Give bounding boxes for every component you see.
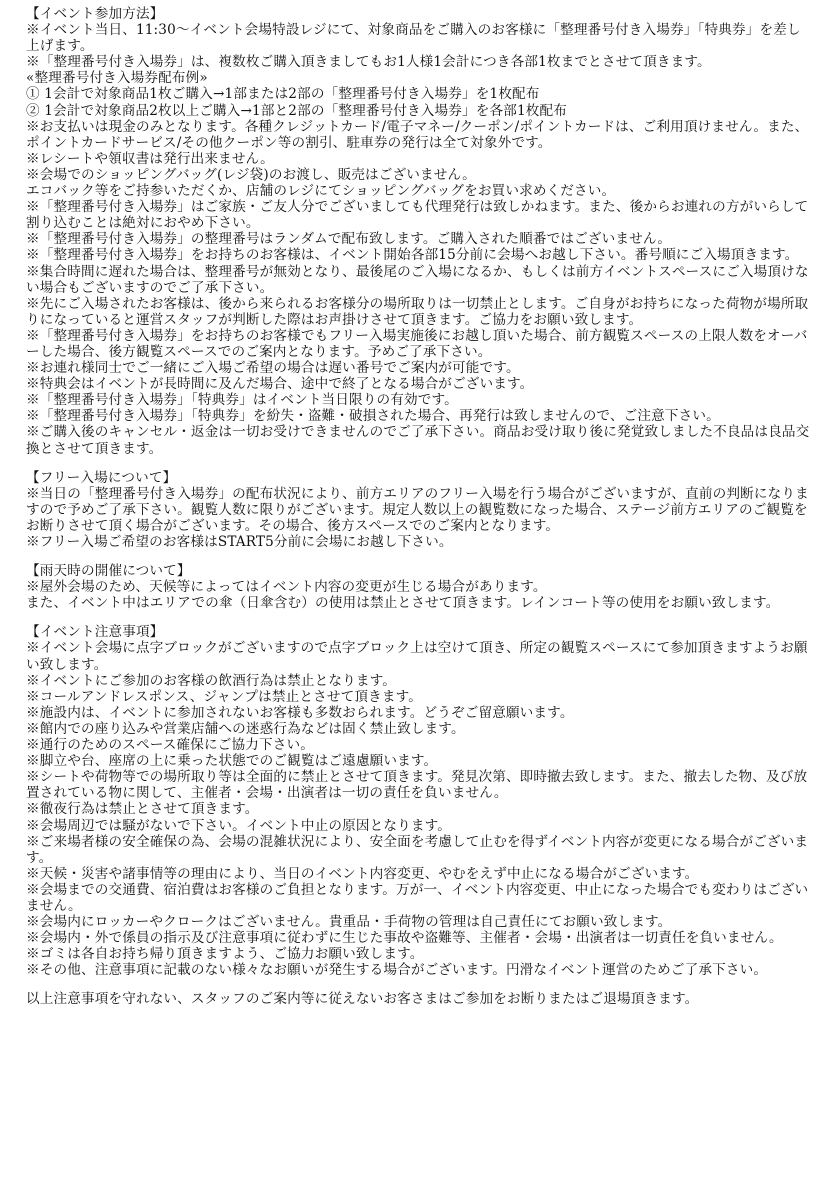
notice-line: ※会場内にロッカーやクロークはございません。貴重品・手荷物の管理は自己責任にてお願い致します。 bbox=[26, 914, 672, 931]
notice-line: ※脚立や台、座席の上に乗った状態でのご観覧はご遠慮願います。 bbox=[26, 753, 438, 770]
notice-line: ※イベント会場に点字ブロックがございますので点字ブロック上は空けて頂き、所定の観覧スペースにて参加頂きますようお願い致します。 bbox=[26, 640, 808, 673]
notice-line: ※会場でのショッピングバッグ(レジ袋)のお渡し、販売はございません。 bbox=[26, 166, 476, 183]
notice-line: ※会場までの交通費、宿泊費はお客様のご負担となります。万が一、イベント内容変更、中止になった場合でも変わりはございません。 bbox=[26, 881, 809, 914]
notice-line: ① 1会計で対象商品1枚ご購入→1部または2部の「整理番号付き入場券」を1枚配布 bbox=[26, 86, 540, 103]
notice-line: ※お連れ様同士でご一緒にご入場ご希望の場合は遅い番号でご案内が可能です。 bbox=[26, 360, 520, 377]
notice-line: エコバック等をご持参いただくか、店舗のレジにてショッピングバッグをお買い求めください。 bbox=[26, 183, 616, 200]
notice-line: ※ご来場者様の安全確保の為、会場の混雑状況により、安全面を考慮して止むを得ずイベント内容が変更になる場合がございます。 bbox=[26, 833, 809, 866]
notice-line: ※「整理番号付き入場券」「特典券」はイベント当日限りの有効です。 bbox=[26, 392, 458, 409]
notice-line: ※集合時間に遅れた場合は、整理番号が無効となり、最後尾のご入場になるか、もしくは前方イベントスペースにご入場頂けない場合もございますのでご了承下さい。 bbox=[26, 263, 809, 296]
notice-line: ※「整理番号付き入場券」をお持ちのお客様は、イベント開始各部15分前に会場へお越し下さい。番号順にご入場頂きます。 bbox=[26, 247, 799, 264]
notice-line: ※館内での座り込みや営業店舗への迷惑行為などは固く禁止致します。 bbox=[26, 720, 465, 737]
notice-line: ※イベントにご参加のお客様の飲酒行為は禁止となります。 bbox=[26, 672, 396, 689]
notice-line: 以上注意事項を守れない、スタッフのご案内等に従えないお客さまはご参加をお断りまたはご退場頂きます。 bbox=[26, 991, 699, 1008]
notice-line: ※ご購入後のキャンセル・返金は一切お受けできませんのでご了承下さい。商品お受け取り後に発覚致しました不良品は良品交換とさせて頂きます。 bbox=[26, 424, 810, 457]
notice-line: ※「整理番号付き入場券」「特典券」を紛失・盗難・破損された場合、再発行は致しませんので、ご注意下さい。 bbox=[26, 408, 720, 425]
notice-line: ※当日の「整理番号付き入場券」の配布状況により、前方エリアのフリー入場を行う場合がございますが、直前の判断になりますので予めご了承下さい。観覧人数に限りがございます。規定人数以上の観覧数になった場合、ステージ前方エリアのご観覧をお断りさせて頂く場合がございます。その場合、後方スペースでのご案内となります。 bbox=[26, 485, 809, 534]
notice-line: ※会場周辺では騒がないで下さい。イベント中止の原因となります。 bbox=[26, 817, 451, 834]
notice-line: ※その他、注意事項に記載のない様々なお願いが発生する場合がございます。円滑なイベント運営のためご了承下さい。 bbox=[26, 962, 768, 979]
notice-line: ※「整理番号付き入場券」はご家族・ご友人分でございましても代理発行は致しかねます。また、後からお連れの方がいらして割り込むことは絶対におやめ下さい。 bbox=[26, 199, 809, 232]
paragraph-gap bbox=[26, 457, 812, 470]
notice-line: ※「整理番号付き入場券」は、複数枚ご購入頂きましてもお1人様1会計につき各部1枚までとさせて頂きます。 bbox=[26, 54, 711, 71]
section-heading: 【フリー入場について】 bbox=[26, 469, 177, 486]
notice-line: ② 1会計で対象商品2枚以上ご購入→1部と2部の「整理番号付き入場券」を各部1枚配布 bbox=[26, 102, 568, 119]
notice-line: ※イベント当日、11:30〜イベント会場特設レジにて、対象商品をご購入のお客様に「整理番号付き入場券」「特典券」を差し上げます。 bbox=[26, 22, 801, 55]
notice-line: ※「整理番号付き入場券」の整理番号はランダムで配布致します。ご購入された順番ではございません。 bbox=[26, 231, 672, 248]
notice-line: ※「整理番号付き入場券」をお持ちのお客様でもフリー入場実施後にお越し頂いた場合、前方観覧スペースの上限人数をオーバーした場合、後方観覧スペースでのご案内となります。予めご了承下さい。 bbox=[26, 327, 808, 360]
notice-line: ※レシートや領収書は発行出来ません。 bbox=[26, 150, 274, 167]
notice-line: また、イベント中はエリアでの傘（日傘含む）の使用は禁止とさせて頂きます。レインコート等の使用をお願い致します。 bbox=[26, 595, 780, 612]
notice-line: «整理番号付き入場券配布例» bbox=[26, 70, 208, 87]
paragraph-gap bbox=[26, 550, 812, 563]
notice-line: ※フリー入場ご希望のお客様はSTART5分前に会場にお越し下さい。 bbox=[26, 534, 453, 550]
notice-line: ※会場内・外で係員の指示及び注意事項に従わずに生じた事故や盗難等、主催者・会場・出演者は一切責任を負いません。 bbox=[26, 930, 783, 947]
paragraph-gap bbox=[26, 978, 812, 991]
notice-line: ※屋外会場のため、天候等によってはイベント内容の変更が生じる場合があります。 bbox=[26, 579, 547, 596]
notice-line: ※特典会はイベントが長時間に及んだ場合、途中で終了となる場合がございます。 bbox=[26, 376, 534, 393]
notice-line: ※ゴミは各自お持ち帰り頂きますよう、ご協力お願い致します。 bbox=[26, 946, 424, 963]
paragraph-gap bbox=[26, 611, 812, 624]
notice-line: ※天候・災害や諸事情等の理由により、当日のイベント内容変更、やむをえず中止になる場合がございます。 bbox=[26, 865, 699, 882]
notice-line: ※シートや荷物等での場所取り等は全面的に禁止とさせて頂きます。発見次第、即時撤去致します。また、撤去した物、及び放置されている物に関して、主催者・会場・出演者は一切の責任を負いません。 bbox=[26, 769, 808, 802]
notice-line: ※コールアンドレスポンス、ジャンプは禁止とさせて頂きます。 bbox=[26, 688, 422, 705]
section-heading: 【イベント参加方法】 bbox=[26, 6, 164, 22]
notice-line: ※お支払いは現金のみとなります。各種クレジットカード/電子マネー/クーポン/ポイントカードは、ご利用頂けません。また、ポイントカードサービス/その他クーポン等の割引、駐車券の発行は全て対象外です。 bbox=[26, 118, 809, 151]
section-heading: 【雨天時の開催について】 bbox=[26, 563, 191, 580]
notice-line: ※施設内は、イベントに参加されないお客様も多数おられます。どうぞご留意願います。 bbox=[26, 704, 574, 721]
notice-line: ※通行のためのスペース確保にご協力下さい。 bbox=[26, 737, 314, 754]
notice-line: ※先にご入場されたお客様は、後から来られるお客様分の場所取りは一切禁止とします。ご自身がお持ちになった荷物が場所取りになっていると運営スタッフが判断した際はお声掛けさせて頂きます。ご協力をお願い致します。 bbox=[26, 295, 809, 328]
section-heading: 【イベント注意事項】 bbox=[26, 624, 164, 641]
notice-line: ※徹夜行為は禁止とさせて頂きます。 bbox=[26, 801, 259, 818]
